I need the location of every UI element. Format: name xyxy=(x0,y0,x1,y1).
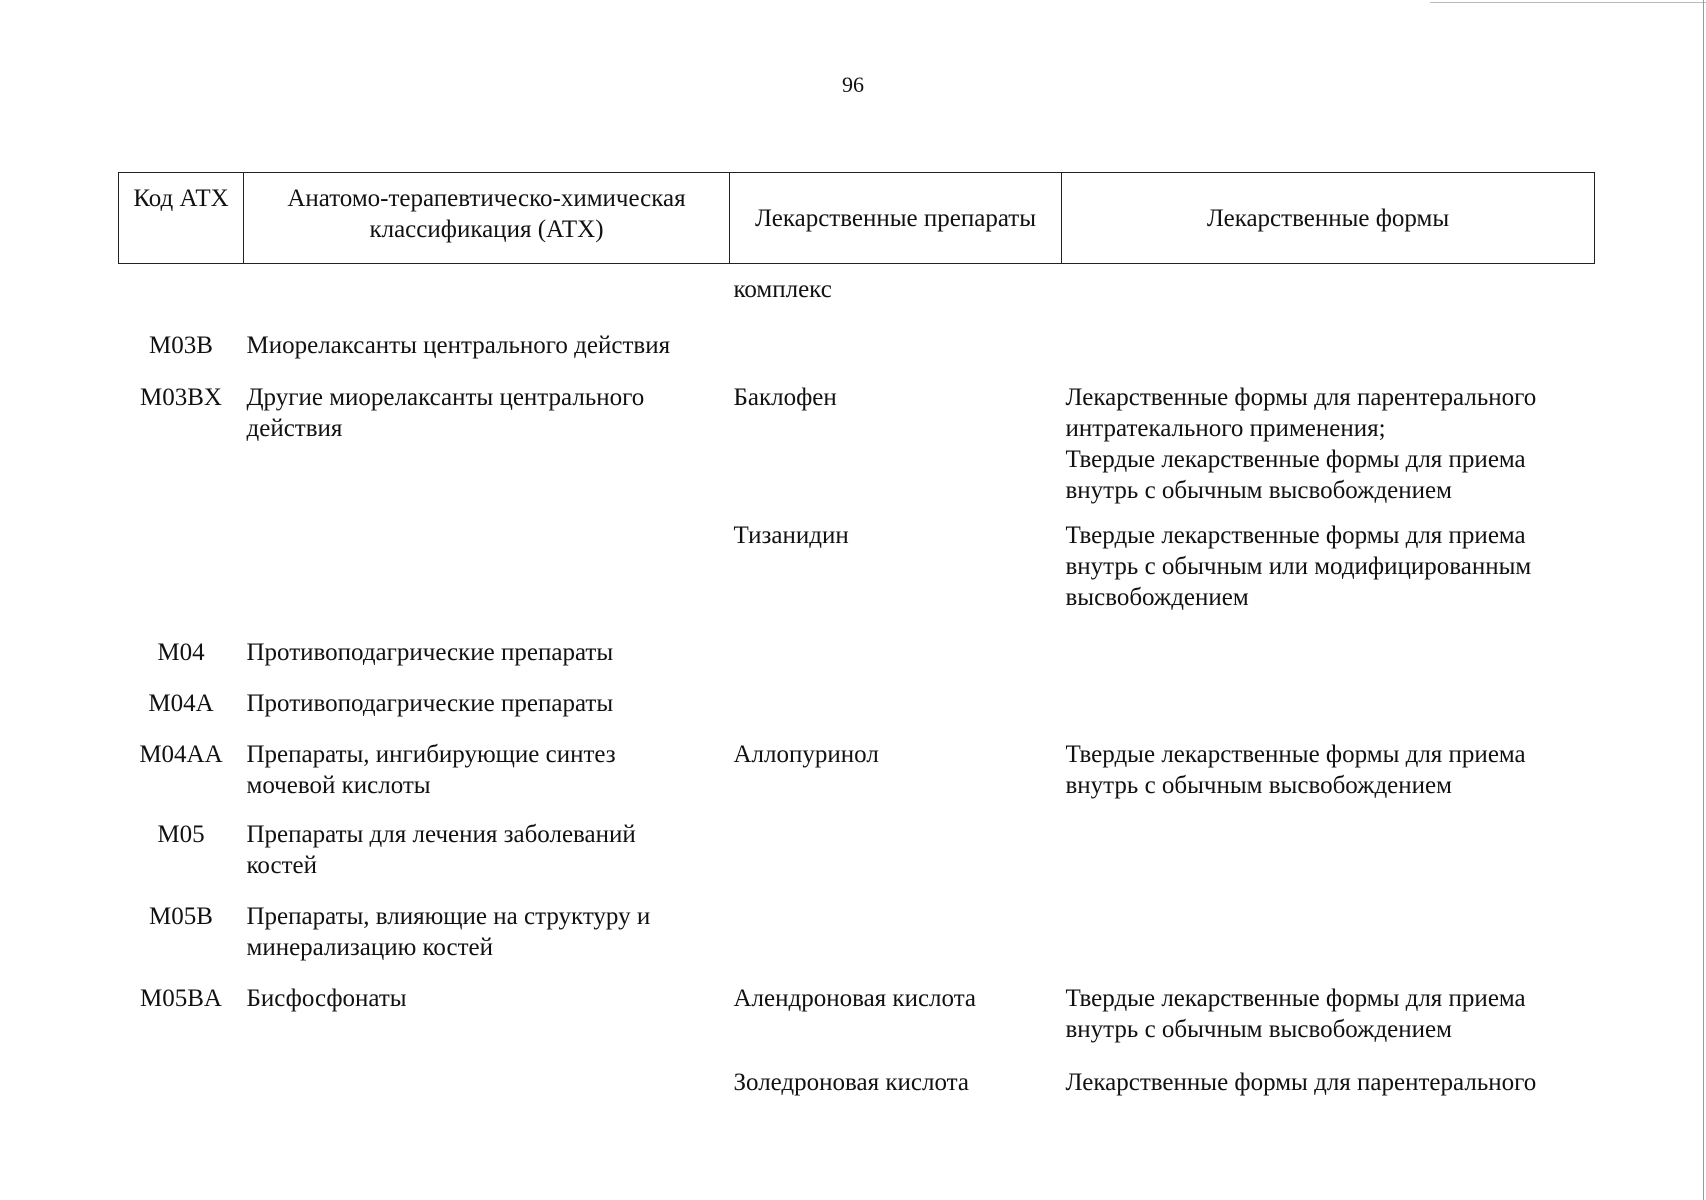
cell-code: M03B xyxy=(149,332,213,359)
forms-line: внутрь с обычным высвобождением xyxy=(1065,477,1452,504)
classification-line: минерализацию костей xyxy=(246,934,493,961)
classification-line: Препараты, ингибирующие синтез xyxy=(246,741,616,768)
cell-code xyxy=(119,1047,244,1100)
forms-line: внутрь с обычным высвобождением xyxy=(1065,772,1452,799)
cell-forms xyxy=(1062,965,1595,1047)
forms-line: внутрь с обычным или модифицированным xyxy=(1065,553,1532,580)
cell-forms xyxy=(1062,315,1595,367)
cell-classification xyxy=(244,721,730,803)
table-row xyxy=(119,1047,1595,1100)
table-row xyxy=(119,264,1595,316)
cell-forms xyxy=(1062,670,1595,721)
classification-line: костей xyxy=(246,852,317,879)
table-row xyxy=(119,670,1595,721)
header-forms: Лекарственные формы xyxy=(1062,173,1595,264)
cell-drug xyxy=(730,803,1062,883)
atc-table-container xyxy=(118,172,1594,1100)
header-row xyxy=(119,173,1595,264)
table-row xyxy=(119,511,1595,619)
cell-drug xyxy=(730,619,1062,670)
cell-forms xyxy=(1062,619,1595,670)
classification-line: Препараты для лечения заболеваний xyxy=(246,821,636,848)
forms-line: высвобождением xyxy=(1065,584,1249,611)
forms-line: Лекарственные формы для парентерального xyxy=(1065,384,1537,411)
classification-line: Бисфосфонаты xyxy=(246,985,407,1012)
scan-edge-line xyxy=(1430,2,1706,3)
table-row xyxy=(119,883,1595,965)
table-body xyxy=(119,264,1595,1101)
forms-line: Твердые лекарственные формы для приема xyxy=(1065,446,1526,473)
cell-classification xyxy=(244,965,730,1047)
forms-line: внутрь с обычным высвобождением xyxy=(1065,1016,1452,1043)
cell-code: M05B xyxy=(149,903,213,930)
cell-classification xyxy=(244,511,730,619)
cell-forms xyxy=(1062,883,1595,965)
cell-code: M03BX xyxy=(140,384,222,411)
table-row xyxy=(119,619,1595,670)
cell-classification xyxy=(244,315,730,367)
cell-code xyxy=(119,511,244,619)
cell-drug: Тизанидин xyxy=(733,522,849,549)
cell-code: M04AA xyxy=(139,741,223,768)
cell-code: M04 xyxy=(157,639,205,666)
cell-classification xyxy=(244,1047,730,1100)
header-drugs: Лекарственные препараты xyxy=(730,173,1062,264)
cell-forms xyxy=(1062,803,1595,883)
cell-code: M04A xyxy=(148,690,214,717)
cell-classification xyxy=(244,883,730,965)
cell-classification xyxy=(244,619,730,670)
table-header xyxy=(119,173,1595,264)
classification-line: Противоподагрические препараты xyxy=(246,690,614,717)
table-row xyxy=(119,965,1595,1047)
forms-line: Твердые лекарственные формы для приема xyxy=(1065,741,1526,768)
cell-drug: Золедроновая кислота xyxy=(733,1069,969,1096)
cell-drug xyxy=(730,315,1062,367)
cell-code: M05 xyxy=(157,821,205,848)
forms-line: Лекарственные формы для парентерального xyxy=(1065,1069,1537,1096)
cell-classification xyxy=(244,367,730,511)
classification-line: Миорелаксанты центрального действия xyxy=(246,332,671,359)
cell-code: M05BA xyxy=(140,985,222,1012)
forms-line: Твердые лекарственные формы для приема xyxy=(1065,522,1526,549)
table-row xyxy=(119,315,1595,367)
page-number: 96 xyxy=(842,72,864,97)
forms-line: интратекального применения; xyxy=(1065,415,1386,442)
header-classification xyxy=(244,173,730,264)
classification-line: Другие миорелаксанты центрального xyxy=(246,384,645,411)
cell-drug: Баклофен xyxy=(733,384,837,411)
atc-table xyxy=(118,172,1595,1100)
table-row xyxy=(119,721,1595,803)
classification-line: мочевой кислоты xyxy=(246,772,431,799)
cell-forms xyxy=(1062,264,1595,316)
table-row xyxy=(119,367,1595,511)
table-row xyxy=(119,803,1595,883)
forms-line: Твердые лекарственные формы для приема xyxy=(1065,985,1526,1012)
classification-line: действия xyxy=(246,415,343,442)
cell-code xyxy=(119,264,244,316)
cell-drug: Аллопуринол xyxy=(733,741,879,768)
cell-forms xyxy=(1062,367,1595,511)
cell-drug xyxy=(730,883,1062,965)
cell-forms xyxy=(1062,511,1595,619)
cell-classification xyxy=(244,803,730,883)
header-classification-line: Анатомо-терапевтическо-химическая xyxy=(287,185,686,212)
header-code: Код АТХ xyxy=(119,173,244,264)
header-classification-line: классификация (АТХ) xyxy=(369,216,604,243)
classification-line: Препараты, влияющие на структуру и xyxy=(246,903,651,930)
cell-classification xyxy=(244,264,730,316)
classification-line: Противоподагрические препараты xyxy=(246,639,614,666)
cell-classification xyxy=(244,670,730,721)
cell-drug: комплекс xyxy=(733,276,832,303)
cell-forms xyxy=(1062,1047,1595,1100)
cell-drug xyxy=(730,670,1062,721)
cell-forms xyxy=(1062,721,1595,803)
scan-edge-line xyxy=(1703,0,1704,1200)
cell-drug: Алендроновая кислота xyxy=(733,985,977,1012)
